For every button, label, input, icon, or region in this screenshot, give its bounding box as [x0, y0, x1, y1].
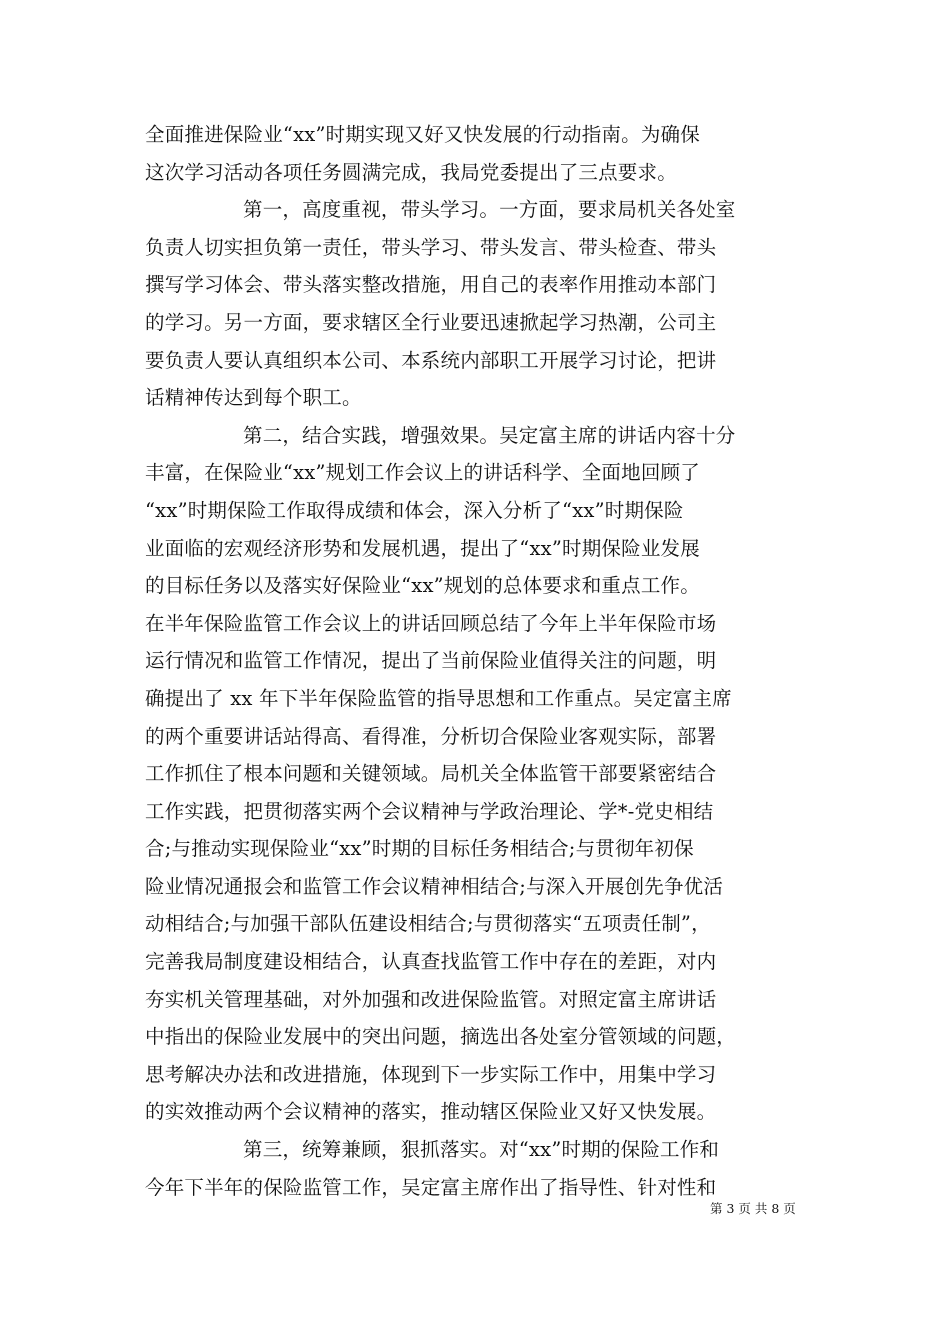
- text-line: “xx”时期保险工作取得成绩和体会，深入分析了“xx”时期保险: [145, 498, 684, 522]
- text-line: 夯实机关管理基础，对外加强和改进保险监管。对照定富主席讲话: [145, 987, 717, 1011]
- paragraph-first-line: 第一，高度重视，带头学习。一方面，要求局机关各处室: [243, 198, 736, 222]
- text-line: 业面临的宏观经济形势和发展机遇，提出了“xx”时期保险业发展: [145, 536, 700, 560]
- text-line: 在半年保险监管工作会议上的讲话回顾总结了今年上半年保险市场: [145, 611, 717, 635]
- text-line: 工作抓住了根本问题和关键领域。局机关全体监管干部要紧密结合: [145, 762, 717, 786]
- text-line: 话精神传达到每个职工。: [145, 386, 362, 410]
- document-body: [145, 116, 810, 1206]
- text-line: 中指出的保险业发展中的突出问题，摘选出各处室分管领域的问题，: [145, 1025, 737, 1049]
- paragraph-first-line: 第二，结合实践，增强效果。吴定富主席的讲话内容十分: [243, 423, 736, 447]
- text-line: 丰富，在保险业“xx”规划工作会议上的讲话科学、全面地回顾了: [145, 461, 700, 485]
- text-line: 险业情况通报会和监管工作会议精神相结合;与深入开展创先争优活: [145, 874, 724, 898]
- text-line: 撰写学习体会、带头落实整改措施，用自己的表率作用推动本部门: [145, 273, 717, 297]
- text-line: 要负责人要认真组织本公司、本系统内部职工开展学习讨论，把讲: [145, 348, 717, 372]
- page-number-footer: 第 3 页 共 8 页: [710, 1201, 796, 1216]
- text-line: 完善我局制度建设相结合，认真查找监管工作中存在的差距，对内: [145, 950, 717, 974]
- text-line: 的目标任务以及落实好保险业“xx”规划的总体要求和重点工作。: [145, 574, 700, 598]
- text-line: 工作实践，把贯彻落实两个会议精神与学政治理论、学*-党史相结: [145, 799, 714, 823]
- text-line: 运行情况和监管工作情况，提出了当前保险业值得关注的问题，明: [145, 649, 717, 673]
- text-line: 确提出了 xx 年下半年保险监管的指导思想和工作重点。吴定富主席: [145, 686, 732, 710]
- paragraph-first-line: 第三，统筹兼顾，狠抓落实。对“xx”时期的保险工作和: [243, 1138, 720, 1162]
- text-line: 的学习。另一方面，要求辖区全行业要迅速掀起学习热潮，公司主: [145, 310, 717, 334]
- text-line: 负责人切实担负第一责任，带头学习、带头发言、带头检查、带头: [145, 235, 717, 259]
- text-line: 的实效推动两个会议精神的落实，推动辖区保险业又好又快发展。: [145, 1100, 717, 1124]
- text-line: 的两个重要讲话站得高、看得准，分析切合保险业客观实际，部署: [145, 724, 717, 748]
- text-line: 这次学习活动各项任务圆满完成，我局党委提出了三点要求。: [145, 160, 677, 184]
- text-line: 全面推进保险业“xx”时期实现又好又快发展的行动指南。为确保: [145, 123, 700, 146]
- text-line: 动相结合;与加强干部队伍建设相结合;与贯彻落实“五项责任制”，: [145, 912, 711, 936]
- text-line: 合;与推动实现保险业“xx”时期的目标任务相结合;与贯彻年初保: [145, 837, 694, 861]
- text-line: 思考解决办法和改进措施，体现到下一步实际工作中，用集中学习: [145, 1062, 717, 1086]
- text-line: 今年下半年的保险监管工作，吴定富主席作出了指导性、针对性和: [145, 1175, 717, 1199]
